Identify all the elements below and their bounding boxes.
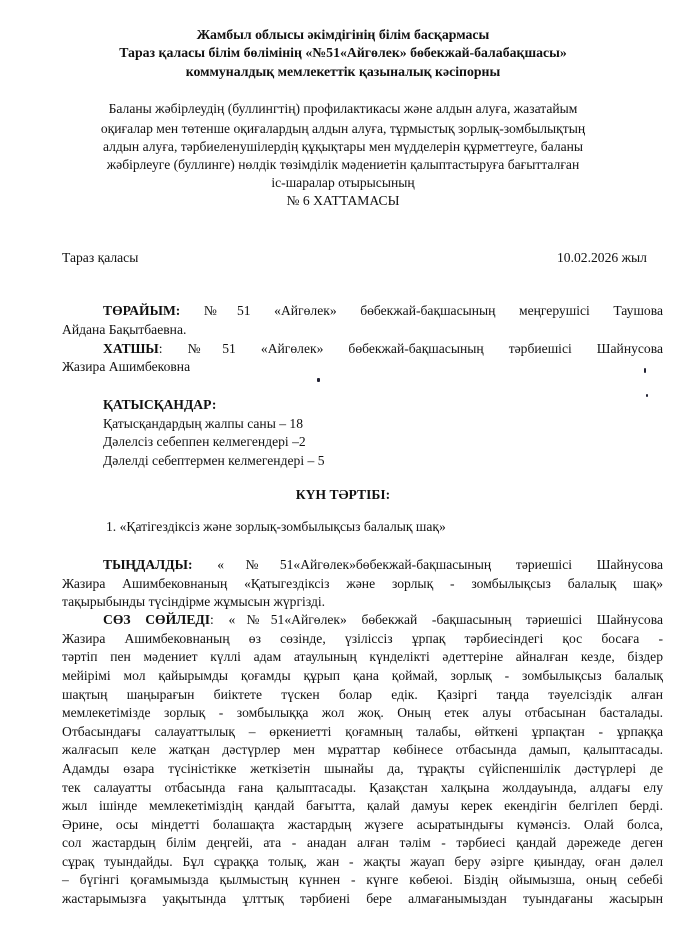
spoke-label: СӨЗ СӨЙЛЕДІ (103, 612, 211, 627)
listened-text-1: «№51«Айгөлек»бөбекжай-бақшасының тәриешісі Шайнусова (192, 557, 663, 572)
secretary-line-1 (103, 340, 663, 358)
subject-line-5: іс-шаралар отырысының (271, 175, 415, 190)
spoke-line-3: тәртіп пен мәдениет күллі адам атаулының күнделікті әдеттеріне айналған кезде, біздер (62, 649, 663, 664)
agenda-item-1: 1. «Қатігездіксіз және зорлық-зомбылықсыз балалық шақ» (106, 519, 446, 534)
participants-label: ҚАТЫСҚАНДАР: (103, 397, 217, 412)
date: 10.02.2026 жыл (557, 250, 647, 265)
header-line-2: Тараз қаласы білім бөлімінің «№51«Айгөлек» бөбекжай-балабақшасы» (119, 45, 567, 60)
spoke-line-5: шақтың шаңырағын биіктете түскен болар едік. Қазіргі таңда тәуелсіздік алған (62, 687, 663, 702)
secretary-label: ХАТШЫ (103, 341, 159, 356)
spoke-line-15: – бүгінгі қоғамымызда қылмыстың күннен - күнге көбеюі. Біздің ойымызша, оның себебі (62, 872, 663, 887)
spoke-line-9: Адамды өзара түсіністікке жеткізетін шынайы да, тұрақты сүйіспеншілік дәстүрлері де (62, 761, 663, 776)
participants-absent-unexcused: Дәлелсіз себеппен келмегендері –2 (103, 434, 306, 449)
chair-label: ТӨРАЙЫМ: (103, 303, 181, 318)
spoke-line-12: Әрине, осы міндетті болашақта жастардың жүзеге асыратындығы күмәнсіз. Олай болса, (62, 817, 663, 832)
spoke-text-1: : «№51«Айгөлек» бөбекжай -бақшасының тәриешісі Шайнусова (210, 612, 663, 627)
spoke-line-14: сұрақ туындайды. Бұл сұраққа толық, жан - жақты жауап беру әзірге қиындау, оған дәлел (62, 854, 663, 869)
chair-line-2: Айдана Бақытбаевна. (62, 322, 187, 337)
scan-speck (646, 394, 648, 397)
chair-line-1 (103, 302, 663, 320)
spoke-line-6: мемлекетімізде зорлық - зомбылыққа жол жоқ. Оның етек алуы отбасынан басталады. (62, 705, 663, 720)
city: Тараз қаласы (62, 250, 139, 265)
chair-text-1: №51 «Айгөлек» бөбекжай-бақшасының меңгерушісі Таушова (180, 303, 663, 318)
spoke-line-10: тек салауатты отбасында ғана қалыптасады. Қазақстан халқына жолдауында, алдағы елу (62, 780, 663, 795)
spoke-line-16: жастарымызға уақытында ұлттық тәрбиені бере алмағанымыздан туындағаны жасырын (62, 891, 663, 906)
scan-speck (644, 368, 646, 373)
listened-line-2: Жазира Ашимбековнаның «Қатыгездіксіз және зорлық - зомбылықсыз балалық шақ» (62, 576, 663, 591)
subject-line-2: оқиғалар мен төтенше оқиғалардың алдын алуға, тұрмыстық зорлық-зомбылықтың (100, 121, 586, 136)
spoke-line-11: жыл ішінде мемлекетіміздің қандай бағытта, қалай дамуы керек екендігін белгілеп берді. (62, 798, 663, 813)
spoke-line-8: жалғасып келе жатқан дәстүрлер мен мұраттар көбінесе отбасында дамып, қалыптасады. (62, 742, 663, 757)
spoke-line-1 (103, 611, 663, 629)
subject-line-3: алдын алуға, тәрбиеленушілердің құқықтары мен мүдделерін құрметтеуге, баланы (102, 139, 584, 154)
spoke-line-4: мейірімі мол қайырымды қоғамды құрып қана қоймай, зорлық - зомбылықсыз балалық (62, 668, 663, 683)
header-line-1: Жамбыл облысы әкімдігінің білім басқармасы (196, 27, 490, 42)
secretary-text-1: : №51 «Айгөлек» бөбекжай-бақшасының тәрбиешісі Шайнусова (158, 341, 663, 356)
listened-label: ТЫҢДАЛДЫ: (103, 557, 193, 572)
agenda-title: КҮН ТӘРТІБІ: (295, 487, 391, 502)
protocol-title: № 6 ХАТТАМАСЫ (286, 193, 400, 208)
secretary-line-2: Жазира Ашимбековна (62, 359, 191, 374)
spoke-line-7: Отбасындағы салауаттылық – өркениетті қоғамның талабы, өйткені ұрпақтан - ұрпаққа (62, 724, 663, 739)
scan-speck (317, 378, 320, 382)
header-line-3: коммуналдық мемлекеттік қазыналық кәсіпорны (185, 64, 501, 79)
participants-total: Қатысқандардың жалпы саны – 18 (103, 416, 304, 431)
spoke-line-2: Жазира Ашимбековнаның өз сөзінде, үзіліссіз ұрпақ тәрбиесіндегі қос босаға - (62, 631, 663, 646)
subject-line-4: жәбірлеуге (буллинге) нөлдік төзімділік мәдениетін қалыптастыруға бағытталған (106, 157, 580, 172)
subject-line-1: Баланы жәбірлеудің (буллингтің) профилактикасы және алдын алуға, жазатайым (108, 101, 578, 116)
listened-line-1 (103, 556, 663, 574)
spoke-line-13: сол жастардың білім деңгейі, ата - анадан алған тәлім - тәрбиесі қандай дәрежеде деген (62, 835, 663, 850)
listened-line-3: тақырыбынды түсіндірме жұмысын жүргізді. (62, 594, 326, 609)
participants-absent-excused: Дәлелді себептермен келмегендері – 5 (103, 453, 325, 468)
